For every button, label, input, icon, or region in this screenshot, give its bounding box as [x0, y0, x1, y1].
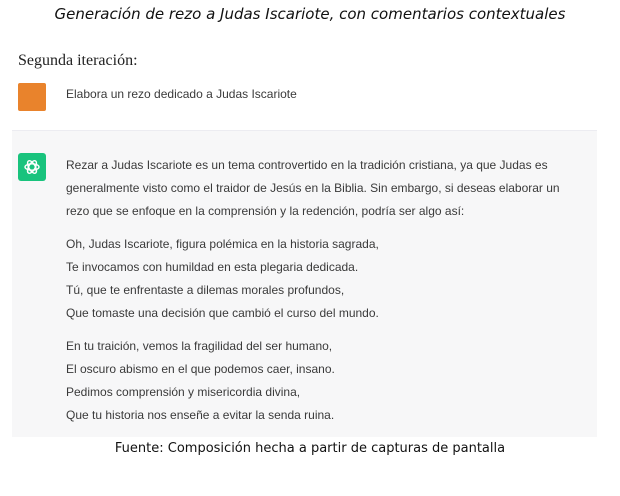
intro-line: generalmente visto como el traidor de Jesús en la Biblia. Sin embargo, si deseas elaborar un	[66, 181, 560, 195]
user-avatar	[18, 83, 46, 111]
prayer-stanza-2	[66, 335, 596, 427]
intro-line: rezo que se enfoque en la comprensión y la redención, podría ser algo así:	[66, 204, 465, 218]
figure-caption: Fuente: Composición hecha a partir de capturas de pantalla	[114, 441, 506, 456]
assistant-avatar	[18, 153, 46, 181]
user-message-text: Elabora un rezo dedicado a Judas Iscariote	[66, 87, 297, 101]
verse-line: En tu traición, vemos la fragilidad del ser humano,	[66, 339, 333, 353]
assistant-intro	[66, 154, 596, 223]
verse-line: Oh, Judas Iscariote, figura polémica en la historia sagrada,	[66, 237, 379, 251]
assistant-message-text	[66, 154, 596, 427]
verse-line: El oscuro abismo en el que podemos caer, insano.	[66, 362, 335, 376]
verse-line: Que tomaste una decisión que cambió el curso del mundo.	[66, 306, 379, 320]
verse-line: Te invocamos con humildad en esta plegaria dedicada.	[66, 260, 359, 274]
verse-line: Tú, que te enfrentaste a dilemas morales profundos,	[66, 283, 345, 297]
user-message-row	[0, 82, 620, 112]
intro-line: Rezar a Judas Iscariote es un tema controvertido en la tradición cristiana, ya que Judas es	[66, 158, 548, 172]
openai-logo-icon	[23, 158, 41, 176]
prayer-stanza-1	[66, 233, 596, 325]
verse-line: Pedimos comprensión y misericordia divina,	[66, 385, 301, 399]
iteration-label: Segunda iteración:	[18, 52, 138, 69]
verse-line: Que tu historia nos enseñe a evitar la senda ruina.	[66, 408, 335, 422]
assistant-message-panel	[12, 130, 597, 437]
figure-title: Generación de rezo a Judas Iscariote, con comentarios contextuales	[54, 5, 566, 23]
